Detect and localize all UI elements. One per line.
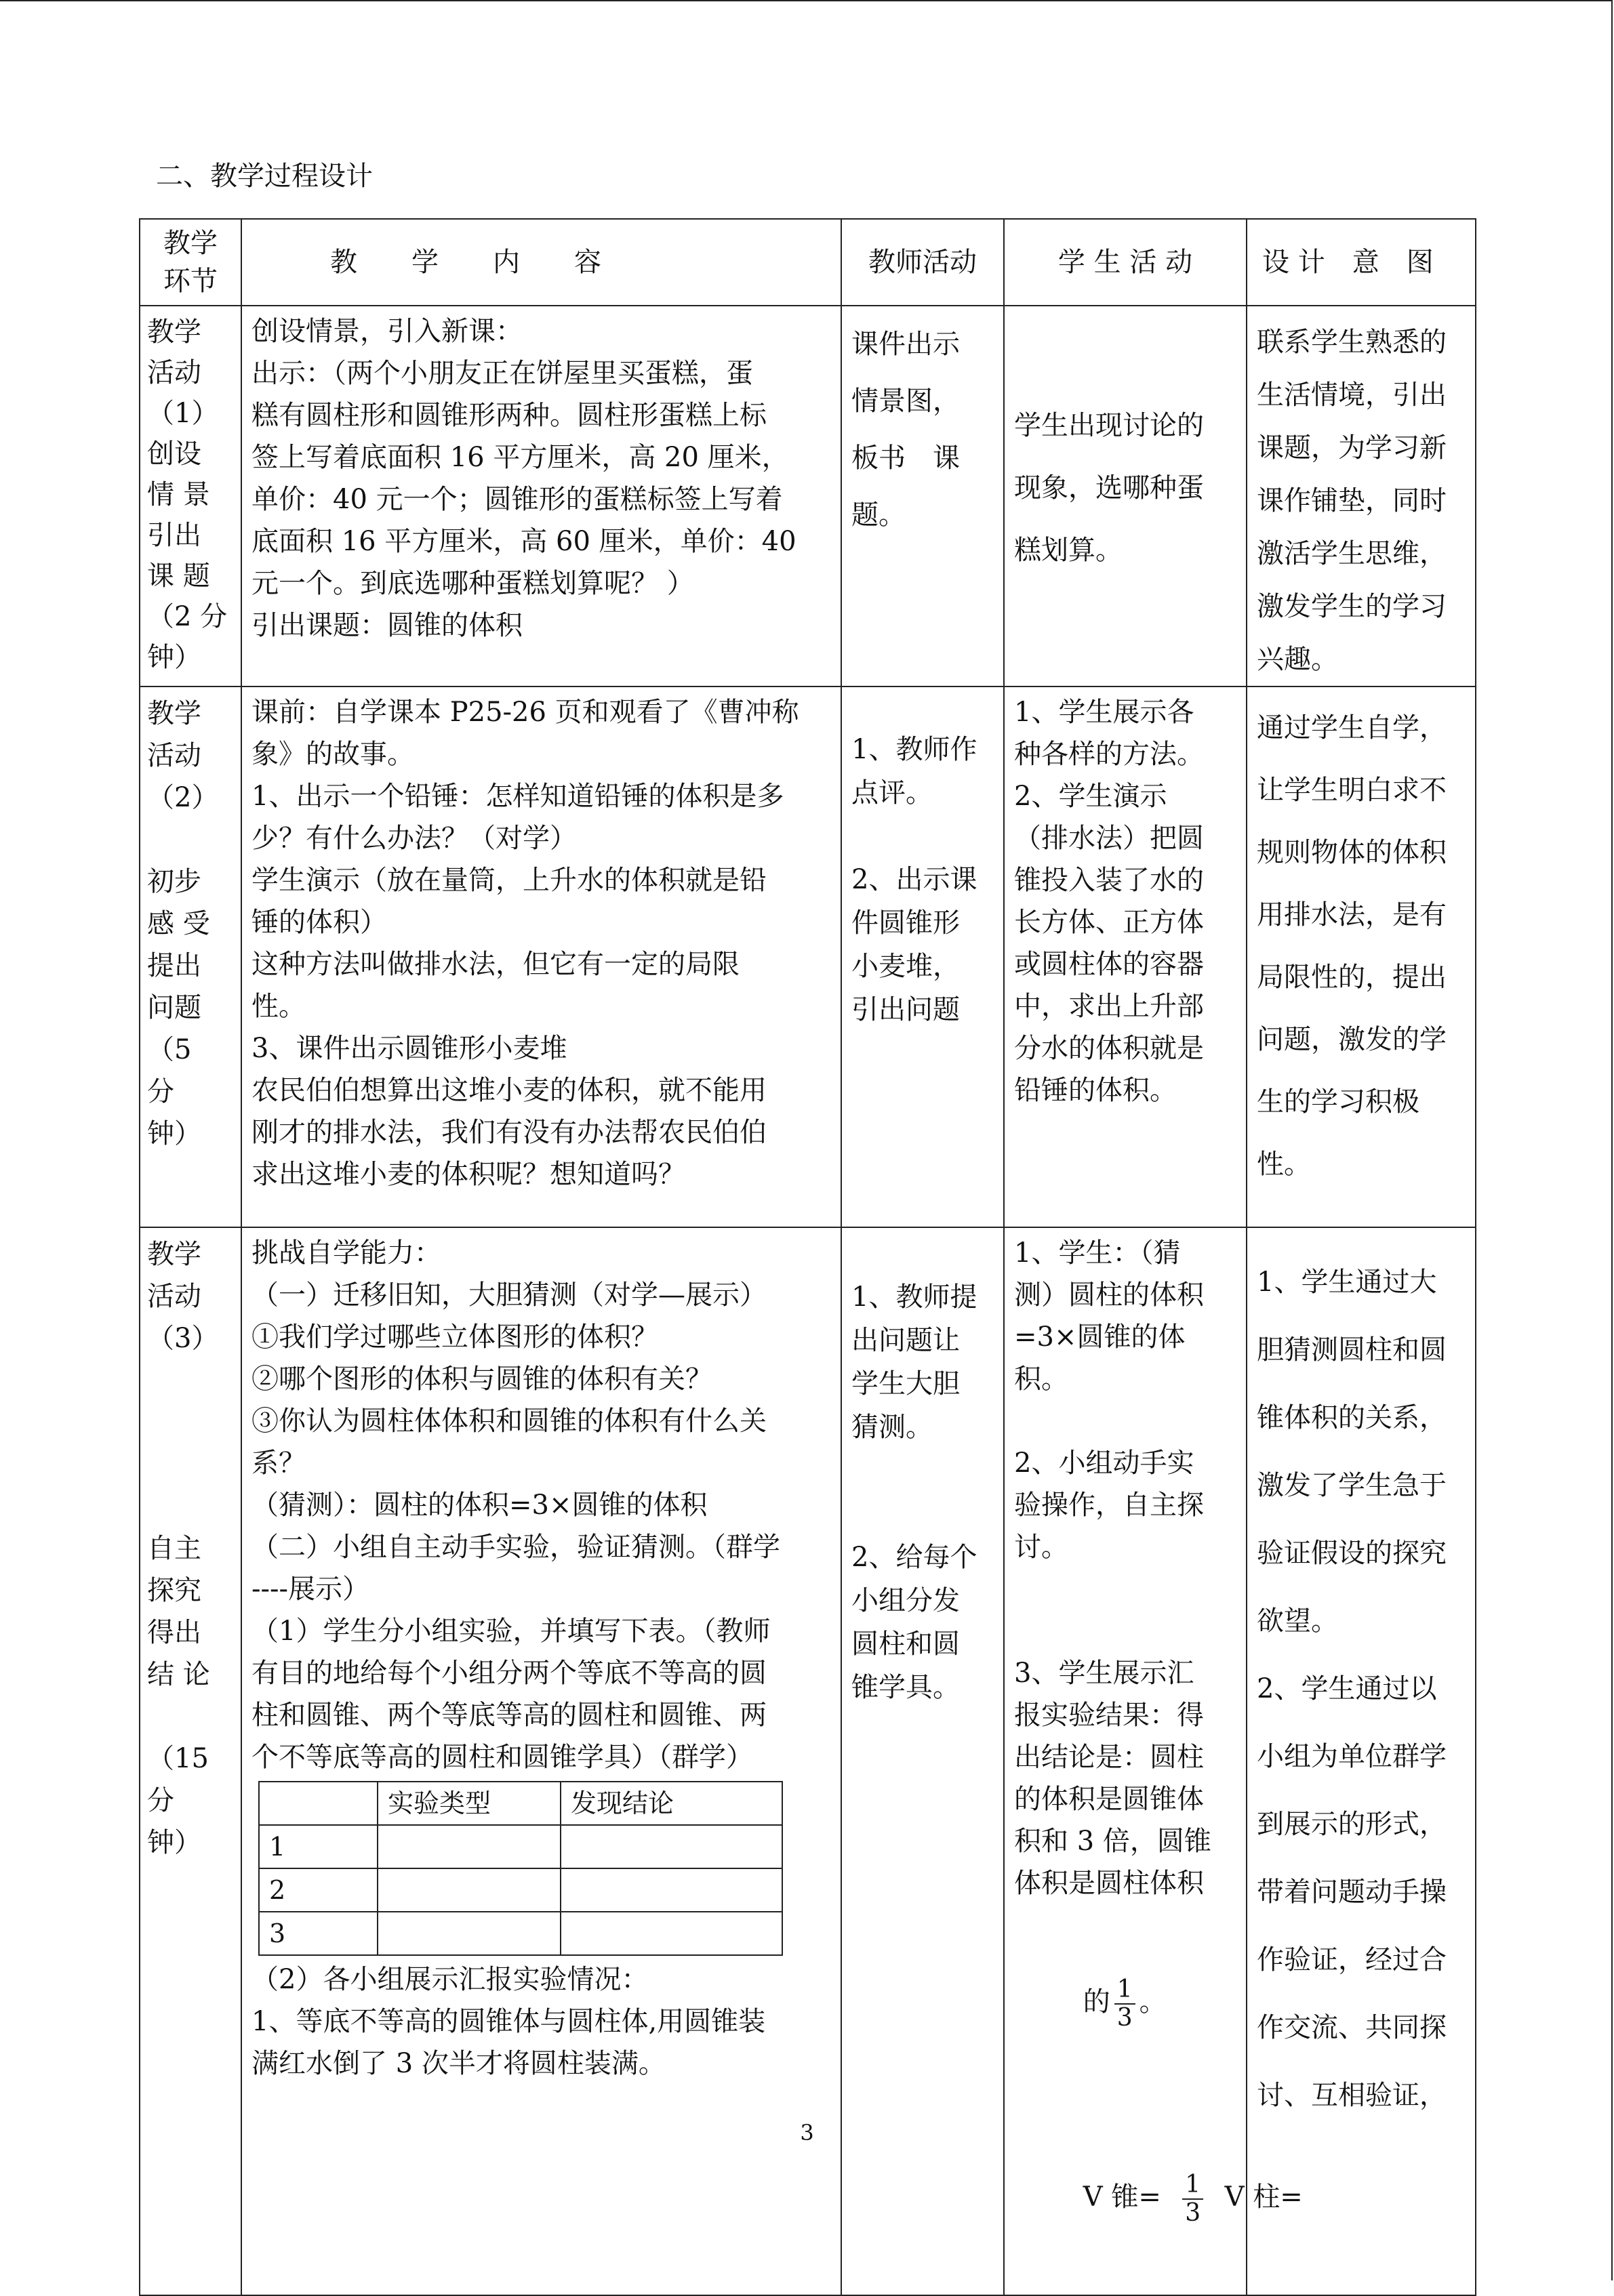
- intent-line: 到展示的形式，: [1257, 1809, 1447, 1840]
- student-line: 体积是圆柱体积: [1014, 1868, 1204, 1899]
- stage-line: 课 题: [147, 560, 210, 592]
- content-cell: [241, 306, 841, 686]
- content-line: 求出这堆小麦的体积呢？想知道吗？: [251, 1159, 685, 1190]
- teacher-line: 题。: [851, 499, 906, 531]
- content-line: 个不等底等高的圆柱和圆锥学具）（群学）: [251, 1742, 753, 1773]
- content-line: 糕有圆柱形和圆锥形两种。圆柱形蛋糕上标: [251, 400, 767, 431]
- experiment-conclusion-cell: [561, 1912, 782, 1955]
- experiment-header-type: 实验类型: [378, 1782, 561, 1825]
- content-line: 满红水倒了 3 次半才将圆柱装满。: [251, 2048, 666, 2079]
- student-line: 测）圆柱的体积: [1014, 1279, 1204, 1311]
- intent-line: 讨、互相验证，: [1257, 2080, 1447, 2111]
- content-line: 少？有什么办法？（对学）: [251, 823, 577, 854]
- fraction-denominator: 3: [1116, 2004, 1133, 2032]
- experiment-row: [259, 1912, 782, 1955]
- experiment-type-cell: [378, 1825, 561, 1868]
- student-line: 学生出现讨论的: [1014, 410, 1204, 441]
- student-line: [1014, 1568, 1236, 1610]
- content-line: （一）迁移旧知，大胆猜测（对学—展示）: [251, 1279, 767, 1311]
- stage-line: [147, 819, 234, 861]
- stage-line: 分: [147, 1076, 174, 1107]
- student-line: 种各样的方法。: [1014, 739, 1204, 770]
- content-line: 创设情景，引入新课：: [251, 316, 523, 347]
- student-line: 分水的体积就是: [1014, 1033, 1204, 1064]
- student-line: 1、学生展示各: [1014, 697, 1194, 728]
- stage-line: （2）: [147, 782, 219, 813]
- intent-line: 让学生明白求不: [1257, 775, 1447, 806]
- fraction-prefix: 的: [1083, 1986, 1110, 2017]
- student-line: 锥投入装了水的: [1014, 865, 1204, 896]
- teacher-line: [851, 1492, 994, 1536]
- teacher-line: 件圆锥形: [851, 907, 960, 939]
- content-line: 签上写着底面积 16 平方厘米，高 20 厘米，: [251, 442, 789, 473]
- stage-line: 创设: [147, 438, 201, 470]
- header-student: 学 生 活 动: [1004, 219, 1247, 306]
- stage-line: 初步: [147, 866, 201, 897]
- section-heading: 二、教学过程设计: [156, 161, 373, 192]
- teacher-line: 学生大胆: [851, 1368, 960, 1399]
- teacher-line: 情景图，: [851, 386, 960, 417]
- content-line: 出示：（两个小朋友正在饼屋里买蛋糕，蛋: [251, 358, 753, 389]
- teacher-line: 猜测。: [851, 1412, 933, 1443]
- student-line: 糕划算。: [1014, 535, 1123, 566]
- stage-line: 得出: [147, 1617, 201, 1648]
- fraction-numerator: 1: [1114, 1976, 1135, 2005]
- content-line: 刚才的排水法，我们有没有办法帮农民伯伯: [251, 1117, 767, 1148]
- student-line: 2、小组动手实: [1014, 1448, 1194, 1479]
- content-line: 元一个。到底选哪种蛋糕划算呢？ ）: [251, 568, 694, 599]
- experiment-type-cell: [378, 1868, 561, 1912]
- teacher-line: 锥学具。: [851, 1672, 960, 1703]
- header-intent: 设 计 意 图: [1247, 219, 1476, 306]
- content-line: 有目的地给每个小组分两个等底不等高的圆: [251, 1658, 767, 1689]
- formula-v-cone: V 锥=: [1083, 2181, 1161, 2213]
- content-line: （1）学生分小组实验，并填写下表。（教师: [251, 1616, 771, 1647]
- experiment-header-cell: [259, 1782, 378, 1825]
- content-line: ②哪个图形的体积与圆锥的体积有关？: [251, 1364, 712, 1395]
- teacher-line: 课件出示: [851, 329, 960, 360]
- intent-line: 作交流、共同探: [1257, 2012, 1447, 2043]
- content-line: 性。: [251, 991, 306, 1022]
- stage-cell: [140, 686, 241, 1227]
- stage-line: （1）: [147, 398, 219, 429]
- student-line: 长方体、正方体: [1014, 907, 1204, 938]
- teacher-cell: [841, 306, 1004, 686]
- intent-line: 激活学生思维，: [1257, 538, 1447, 569]
- student-line: =3×圆锥的体: [1014, 1321, 1186, 1353]
- one-third-fraction: [1114, 1976, 1135, 2032]
- content-line: 单价：40 元一个；圆锥形的蛋糕标签上写着: [251, 484, 783, 515]
- content-line: 农民伯伯想算出这堆小麦的体积，就不能用: [251, 1075, 767, 1106]
- student-line: （排水法）把圆: [1014, 823, 1204, 854]
- content-line: （猜测）：圆柱的体积=3×圆锥的体积: [251, 1490, 708, 1521]
- content-line: ----展示）: [251, 1574, 370, 1605]
- teacher-line: 出问题让: [851, 1325, 960, 1356]
- header-stage-line-1: 教学: [163, 228, 218, 259]
- content-line: （二）小组自主动手实验，验证猜测。（群学: [251, 1532, 780, 1563]
- student-line: 验操作，自主探: [1014, 1490, 1204, 1521]
- teacher-line: 小组分发: [851, 1585, 960, 1616]
- experiment-table: [258, 1781, 783, 1956]
- stage-line: 活动: [147, 1281, 201, 1312]
- teaching-process-table: [139, 218, 1476, 2296]
- intent-line: 2、学生通过以: [1257, 1673, 1437, 1704]
- stage-line: 教学: [147, 698, 201, 729]
- stage-line: 自主: [147, 1533, 201, 1564]
- stage-line: 情 景: [147, 479, 210, 510]
- intent-line: 局限性的，提出: [1257, 962, 1447, 993]
- table-row: [140, 306, 1476, 686]
- experiment-row: [259, 1825, 782, 1868]
- content-line: （2）各小组展示汇报实验情况：: [251, 1964, 649, 1995]
- stage-line: [147, 1359, 234, 1401]
- intent-line: 课作铺垫，同时: [1257, 485, 1447, 516]
- teacher-line: 2、给每个: [851, 1542, 977, 1573]
- teacher-line: [851, 1449, 994, 1492]
- stage-line: 分: [147, 1785, 174, 1816]
- header-content: 教 学 内 容: [241, 219, 841, 306]
- intent-line: 激发学生的学习: [1257, 591, 1447, 622]
- content-cell: [241, 686, 841, 1227]
- stage-line: 结 论: [147, 1659, 210, 1690]
- content-line: 这种方法叫做排水法，但它有一定的局限: [251, 949, 740, 980]
- header-teacher: 教师活动: [841, 219, 1004, 306]
- stage-line: [147, 1696, 234, 1738]
- student-cell: [1004, 686, 1247, 1227]
- intent-cell: [1247, 306, 1476, 686]
- student-line: 积和 3 倍，圆锥: [1014, 1826, 1211, 1857]
- student-line: 2、学生演示: [1014, 781, 1167, 812]
- teacher-line: 1、教师作: [851, 734, 977, 765]
- student-line: [1014, 1400, 1236, 1442]
- fraction-numerator: 1: [1182, 2171, 1203, 2200]
- content-line: 柱和圆锥、两个等底等高的圆柱和圆锥、两: [251, 1700, 767, 1731]
- intent-line: 生的学习积极: [1257, 1086, 1419, 1118]
- intent-line: 通过学生自学，: [1257, 712, 1447, 743]
- intent-line: 课题，为学习新: [1257, 432, 1447, 464]
- fraction-suffix: 。: [1139, 1986, 1167, 2017]
- experiment-row-index: 1: [259, 1825, 378, 1868]
- teacher-line: 点评。: [851, 777, 933, 808]
- student-line: [1014, 1610, 1236, 1652]
- experiment-conclusion-cell: [561, 1825, 782, 1868]
- intent-cell: [1247, 686, 1476, 1227]
- intent-line: 规则物体的体积: [1257, 837, 1447, 868]
- content-line: 3、课件出示圆锥形小麦堆: [251, 1033, 567, 1064]
- experiment-conclusion-cell: [561, 1868, 782, 1912]
- teacher-line: 2、出示课: [851, 864, 977, 895]
- content-line: 挑战自学能力：: [251, 1237, 441, 1269]
- header-stage-line-2: 环节: [163, 266, 218, 297]
- experiment-type-cell: [378, 1912, 561, 1955]
- content-line: 系？: [251, 1448, 306, 1479]
- content-line: 引出课题：圆锥的体积: [251, 610, 523, 641]
- intent-line: 锥体积的关系，: [1257, 1402, 1447, 1433]
- intent-line: 激发了学生急于: [1257, 1470, 1447, 1501]
- content-line: 1、出示一个铅锤：怎样知道铅锤的体积是多: [251, 781, 784, 812]
- content-line: 底面积 16 平方厘米，高 60 厘米，单价：40: [251, 526, 796, 557]
- stage-line: 感 受: [147, 908, 210, 939]
- content-line: 1、等底不等高的圆锥体与圆柱体,用圆锥装: [251, 2006, 766, 2037]
- stage-line: 提出: [147, 950, 201, 981]
- stage-line: （2 分: [147, 601, 228, 632]
- student-line: 出结论是：圆柱: [1014, 1742, 1204, 1773]
- student-line: 报实验结果：得: [1014, 1700, 1204, 1731]
- student-cell: [1004, 306, 1247, 686]
- page-number: 3: [800, 2120, 814, 2146]
- content-line: ①我们学过哪些立体图形的体积？: [251, 1321, 658, 1353]
- stage-line: 探究: [147, 1575, 201, 1606]
- stage-line: 钟）: [147, 1118, 201, 1149]
- intent-line: 作验证，经过合: [1257, 1944, 1447, 1975]
- header-stage: [140, 219, 241, 306]
- student-line: 中，求出上升部: [1014, 991, 1204, 1022]
- intent-line: 小组为单位群学: [1257, 1741, 1447, 1772]
- student-line: 或圆柱体的容器: [1014, 949, 1204, 980]
- stage-line: [147, 1443, 234, 1485]
- teacher-line: 小麦堆，: [851, 951, 960, 982]
- teacher-cell: [841, 686, 1004, 1227]
- student-line: 积。: [1014, 1364, 1068, 1395]
- student-line: 3、学生展示汇: [1014, 1658, 1194, 1689]
- formula-fraction: [1182, 2171, 1203, 2227]
- stage-line: 钟）: [147, 642, 201, 673]
- content-line: ③你认为圆柱体体积和圆锥的体积有什么关: [251, 1406, 767, 1437]
- stage-line: 钟）: [147, 1827, 201, 1858]
- content-line: 象》的故事。: [251, 739, 414, 770]
- student-line: 现象，选哪种蛋: [1014, 472, 1204, 504]
- stage-line: [147, 1485, 234, 1528]
- student-line: 1、学生：（猜: [1014, 1237, 1181, 1269]
- content-line: 学生演示（放在量筒，上升水的体积就是铅: [251, 865, 767, 896]
- stage-line: 问题: [147, 992, 201, 1023]
- teacher-line: 1、教师提: [851, 1282, 977, 1313]
- intent-line: 问题，激发的学: [1257, 1024, 1447, 1055]
- intent-line: 用排水法，是有: [1257, 899, 1447, 930]
- stage-line: （15: [147, 1743, 209, 1774]
- student-line: 铅锤的体积。: [1014, 1075, 1177, 1106]
- intent-line: 兴趣。: [1257, 644, 1338, 675]
- student-line: 讨。: [1014, 1532, 1068, 1563]
- teacher-line: 圆柱和圆: [851, 1628, 960, 1660]
- student-fraction-line: [1014, 1904, 1236, 2099]
- stage-line: （5: [147, 1034, 192, 1065]
- teacher-line: 引出问题: [851, 994, 960, 1025]
- formula-v-cylinder: V 柱=: [1224, 2181, 1303, 2213]
- stage-line: （3）: [147, 1323, 219, 1354]
- intent-line: 带着问题动手操: [1257, 1877, 1447, 1908]
- intent-line: 1、学生通过大: [1257, 1267, 1437, 1298]
- table-row: [140, 686, 1476, 1227]
- stage-line: 教学: [147, 316, 201, 348]
- stage-line: 引出: [147, 520, 201, 551]
- intent-line: 性。: [1257, 1149, 1311, 1180]
- content-line: 锤的体积）: [251, 907, 387, 938]
- experiment-header-row: [259, 1782, 782, 1825]
- intent-line: 生活情境，引出: [1257, 380, 1447, 411]
- intent-line: 验证假设的探究: [1257, 1538, 1447, 1569]
- stage-cell: [140, 306, 241, 686]
- content-line: 课前：自学课本 P25-26 页和观看了《曹冲称: [251, 697, 799, 728]
- stage-line: [147, 1401, 234, 1443]
- experiment-row: [259, 1868, 782, 1912]
- fraction-denominator: 3: [1185, 2199, 1201, 2227]
- student-line: 的体积是圆锥体: [1014, 1784, 1204, 1815]
- intent-line: 联系学生熟悉的: [1257, 327, 1447, 358]
- intent-line: 胆猜测圆柱和圆: [1257, 1334, 1447, 1366]
- experiment-row-index: 2: [259, 1868, 378, 1912]
- table-header-row: [140, 219, 1476, 306]
- teacher-line: 板书 课: [851, 443, 960, 474]
- stage-line: 教学: [147, 1239, 201, 1270]
- stage-line: 活动: [147, 357, 201, 388]
- experiment-header-conclusion: 发现结论: [561, 1782, 782, 1825]
- stage-line: 活动: [147, 740, 201, 771]
- experiment-row-index: 3: [259, 1912, 378, 1955]
- teacher-line: [851, 815, 994, 858]
- intent-line: 欲望。: [1257, 1605, 1338, 1637]
- teacher-line: [851, 1232, 994, 1275]
